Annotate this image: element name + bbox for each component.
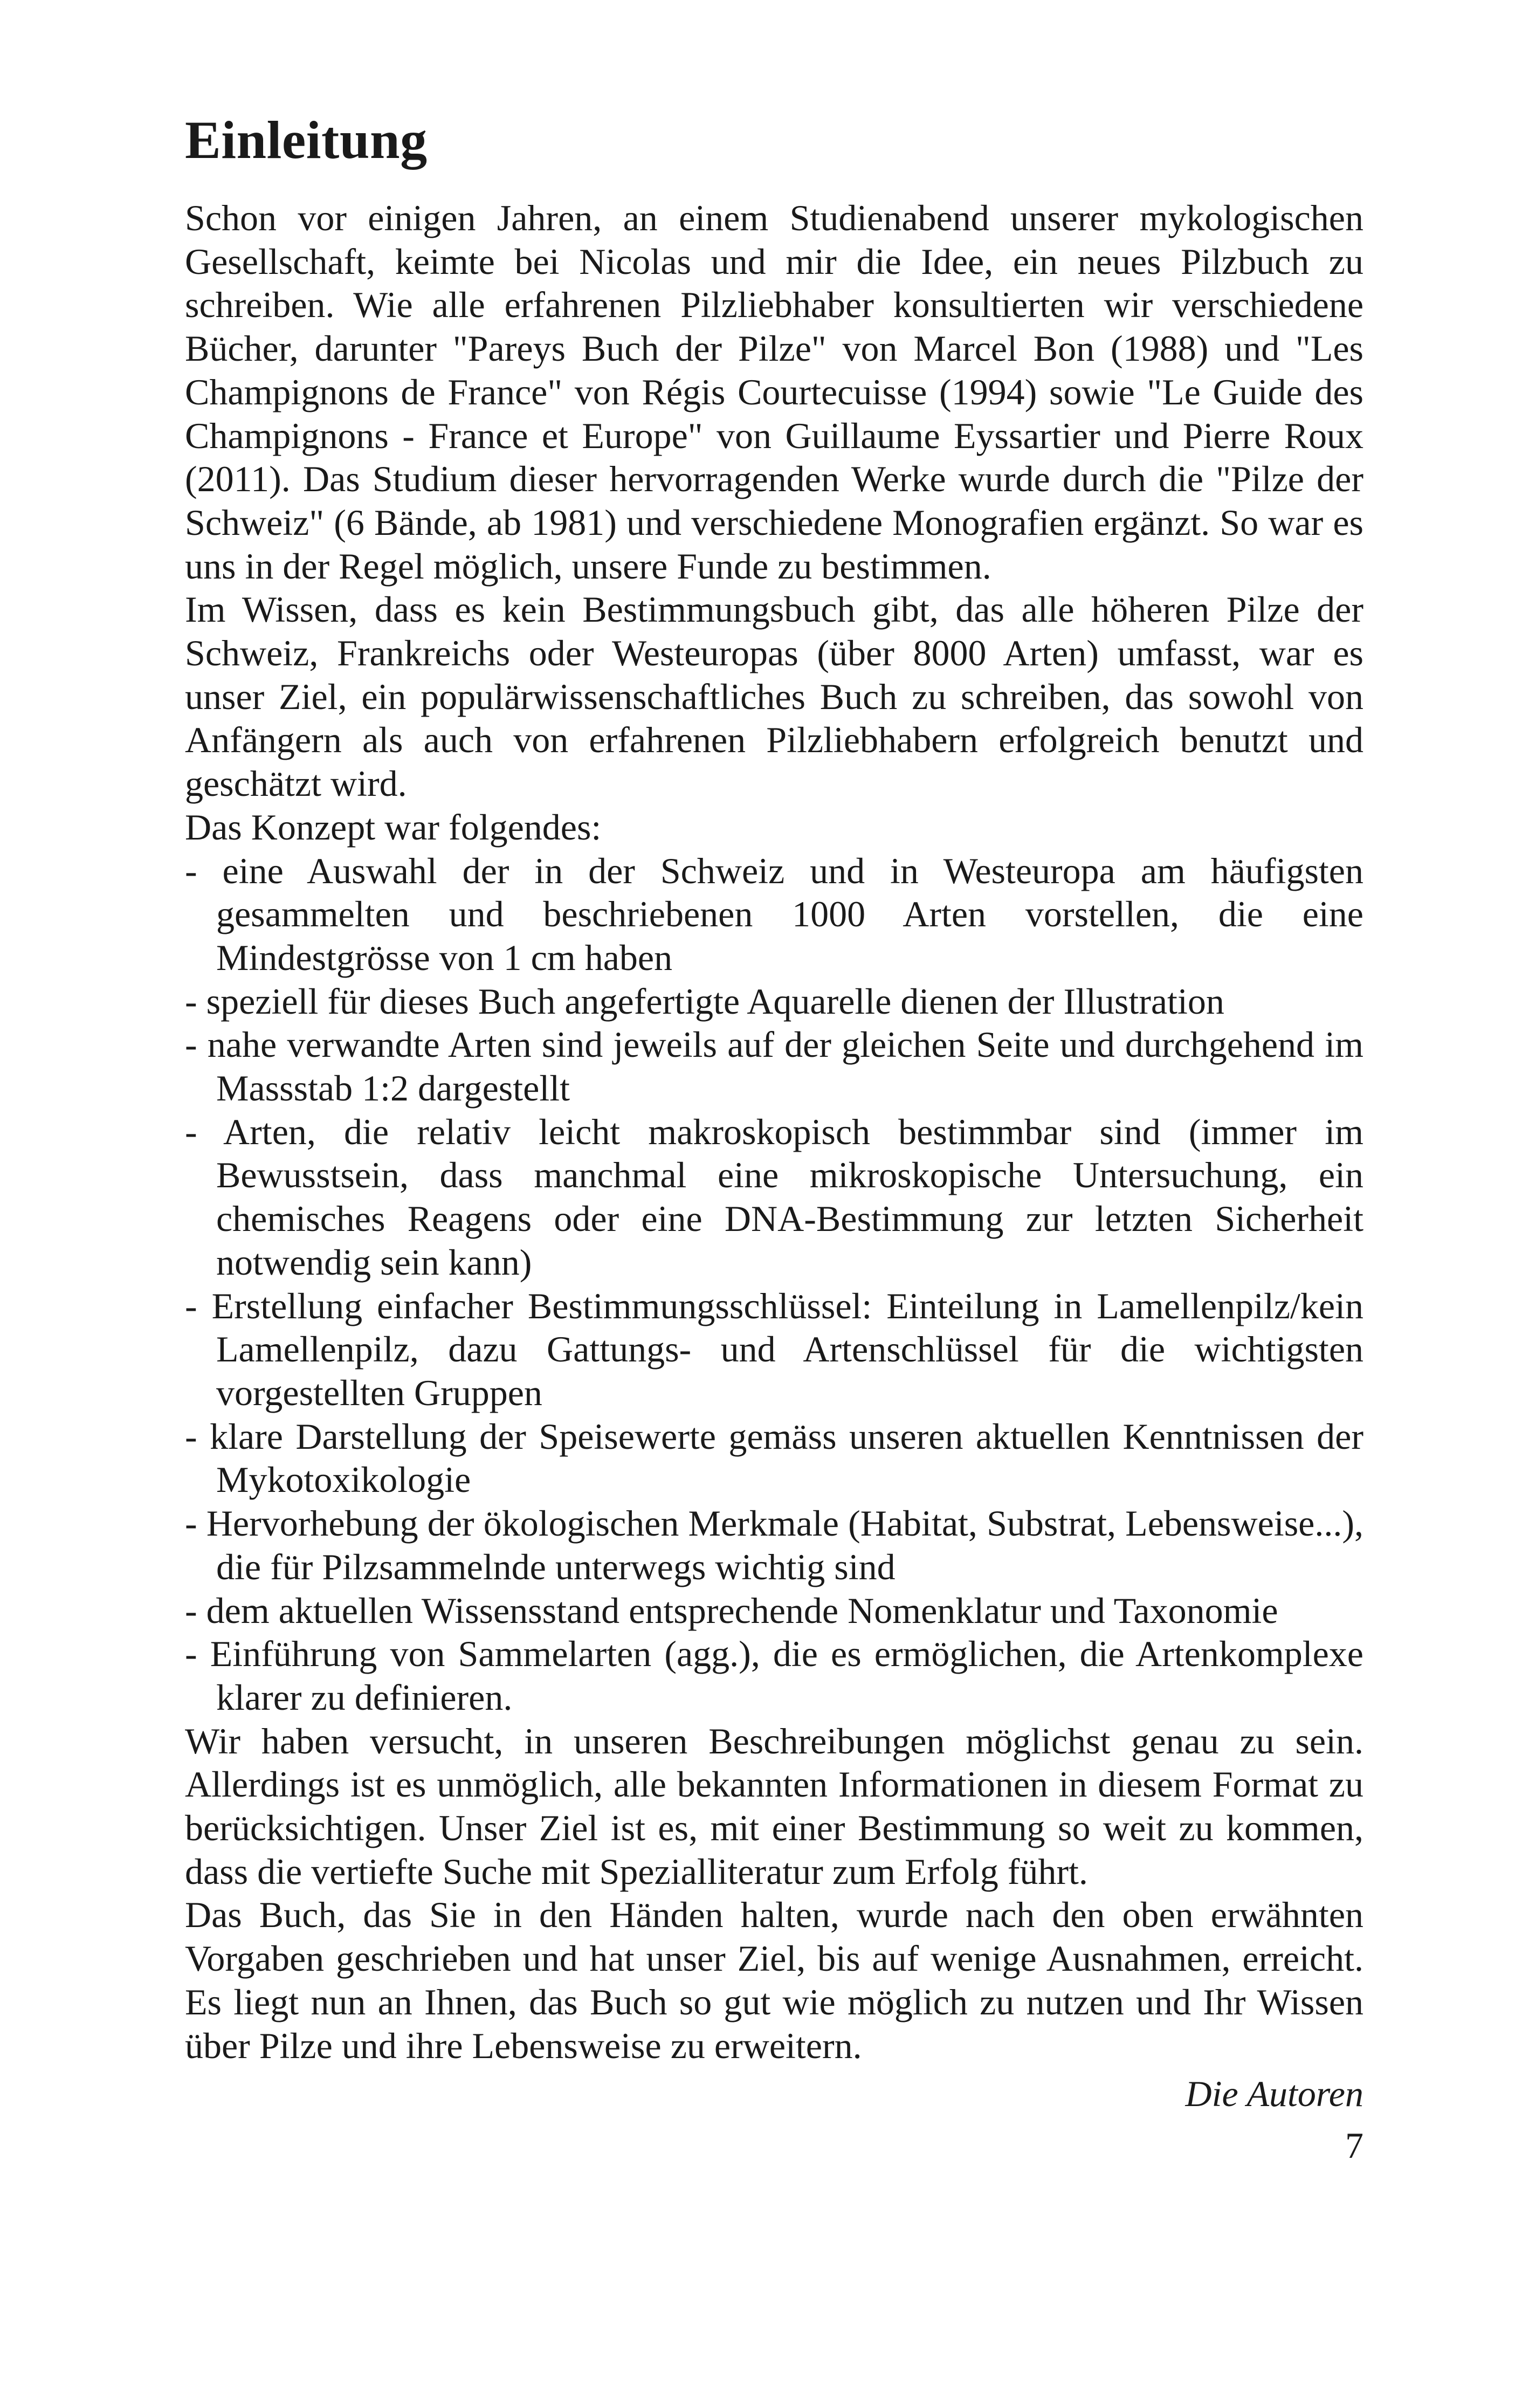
concept-item-ecology: - Hervorhebung der ökologischen Merkmale (Habitat, Substrat, Lebensweise...), die für Pilzsammelnde unterwegs wichtig sind [185,1503,1363,1587]
concept-item-watercolors: - speziell für dieses Buch angefertigte Aquarelle dienen der Illustration [185,980,1224,1022]
book-page [185,108,1363,2170]
chapter-body [185,196,1363,2067]
concept-item-keys: - Erstellung einfacher Bestimmungsschlüssel: Einteilung in Lamellenpilz/kein Lamellenpilz, dazu Gattungs- und Artenschlüssel für die wichtigsten vorgestellten Gruppen [185,1285,1363,1413]
intro-paragraph-1: Schon vor einigen Jahren, an einem Studienabend unserer mykologischen Gesellschaft, keimte bei Nicolas und mir die Idee, ein neues Pilzbuch zu schreiben. Wie alle erfahrenen Pilzliebhaber konsultierten wir verschiedene Bücher, darunter "Pareys Buch der Pilze" von Marcel Bon (1988) und "Les Champignons de France" von Régis Courtecuisse (1994) sowie "Le Guide des Champignons - France et Europe" von Guillaume Eyssartier und Pierre Roux (2011). Das Studium dieser hervorragenden Werke wurde durch die "Pilze der Schweiz" (6 Bände, ab 1981) und verschiedene Monografien ergänzt. So war es uns in der Regel möglich, unsere Funde zu bestimmen. [185,197,1363,587]
chapter-heading: Einleitung [185,110,428,170]
intro-paragraph-2: Im Wissen, dass es kein Bestimmungsbuch gibt, das alle höheren Pilze der Schweiz, Frankreichs oder Westeuropas (über 8000 Arten) umfasst, war es unser Ziel, ein populärwissenschaftliches Buch zu schreiben, das sowohl von Anfängern als auch von erfahrenen Pilzliebhabern erfolgreich benutzt und geschätzt wird. [185,589,1363,804]
closing-paragraph-1: Wir haben versucht, in unseren Beschreibungen möglichst genau zu sein. Allerdings ist es unmöglich, alle bekannten Informationen in diesem Format zu berücksichtigen. Unser Ziel ist es, mit einer Bestimmung so weit zu kommen, dass die vertiefte Suche mit Spezialliteratur zum Erfolg führt. [185,1720,1363,1892]
concept-item-aggregates: - Einführung von Sammelarten (agg.), die es ermöglichen, die Artenkomplexe klarer zu definieren. [185,1633,1363,1718]
concept-list [185,849,1363,1719]
concept-item-macroscopic: - Arten, die relativ leicht makroskopisch bestimmbar sind (immer im Bewusstsein, dass manchmal eine mikroskopische Untersuchung, ein chemisches Reagens oder eine DNA-Bestimmung zur letzten Sicherheit notwendig sein kann) [185,1111,1363,1283]
concept-item-selection: - eine Auswahl der in der Schweiz und in Westeuropa am häufigsten gesammelten und beschriebenen 1000 Arten vorstellen, die eine Mindestgrösse von 1 cm haben [185,850,1363,978]
page-number: 7 [1345,2125,1363,2166]
closing-paragraph-2: Das Buch, das Sie in den Händen halten, wurde nach den oben erwähnten Vorgaben geschrieben und hat unser Ziel, bis auf wenige Ausnahmen, erreicht. Es liegt nun an Ihnen, das Buch so gut wie möglich zu nutzen und Ihr Wissen über Pilze und ihre Lebensweise zu erweitern. [185,1894,1363,2066]
concept-item-scale: - nahe verwandte Arten sind jeweils auf der gleichen Seite und durchgehend im Massstab 1:2 dargestellt [185,1024,1363,1109]
concept-item-nomenclature: - dem aktuellen Wissensstand entsprechende Nomenklatur und Taxonomie [185,1590,1278,1631]
concept-item-edibility: - klare Darstellung der Speisewerte gemäss unseren aktuellen Kenntnissen der Mykotoxikologie [185,1415,1363,1501]
concept-intro: Das Konzept war folgendes: [185,806,602,848]
author-signature: Die Autoren [1185,2073,1363,2115]
